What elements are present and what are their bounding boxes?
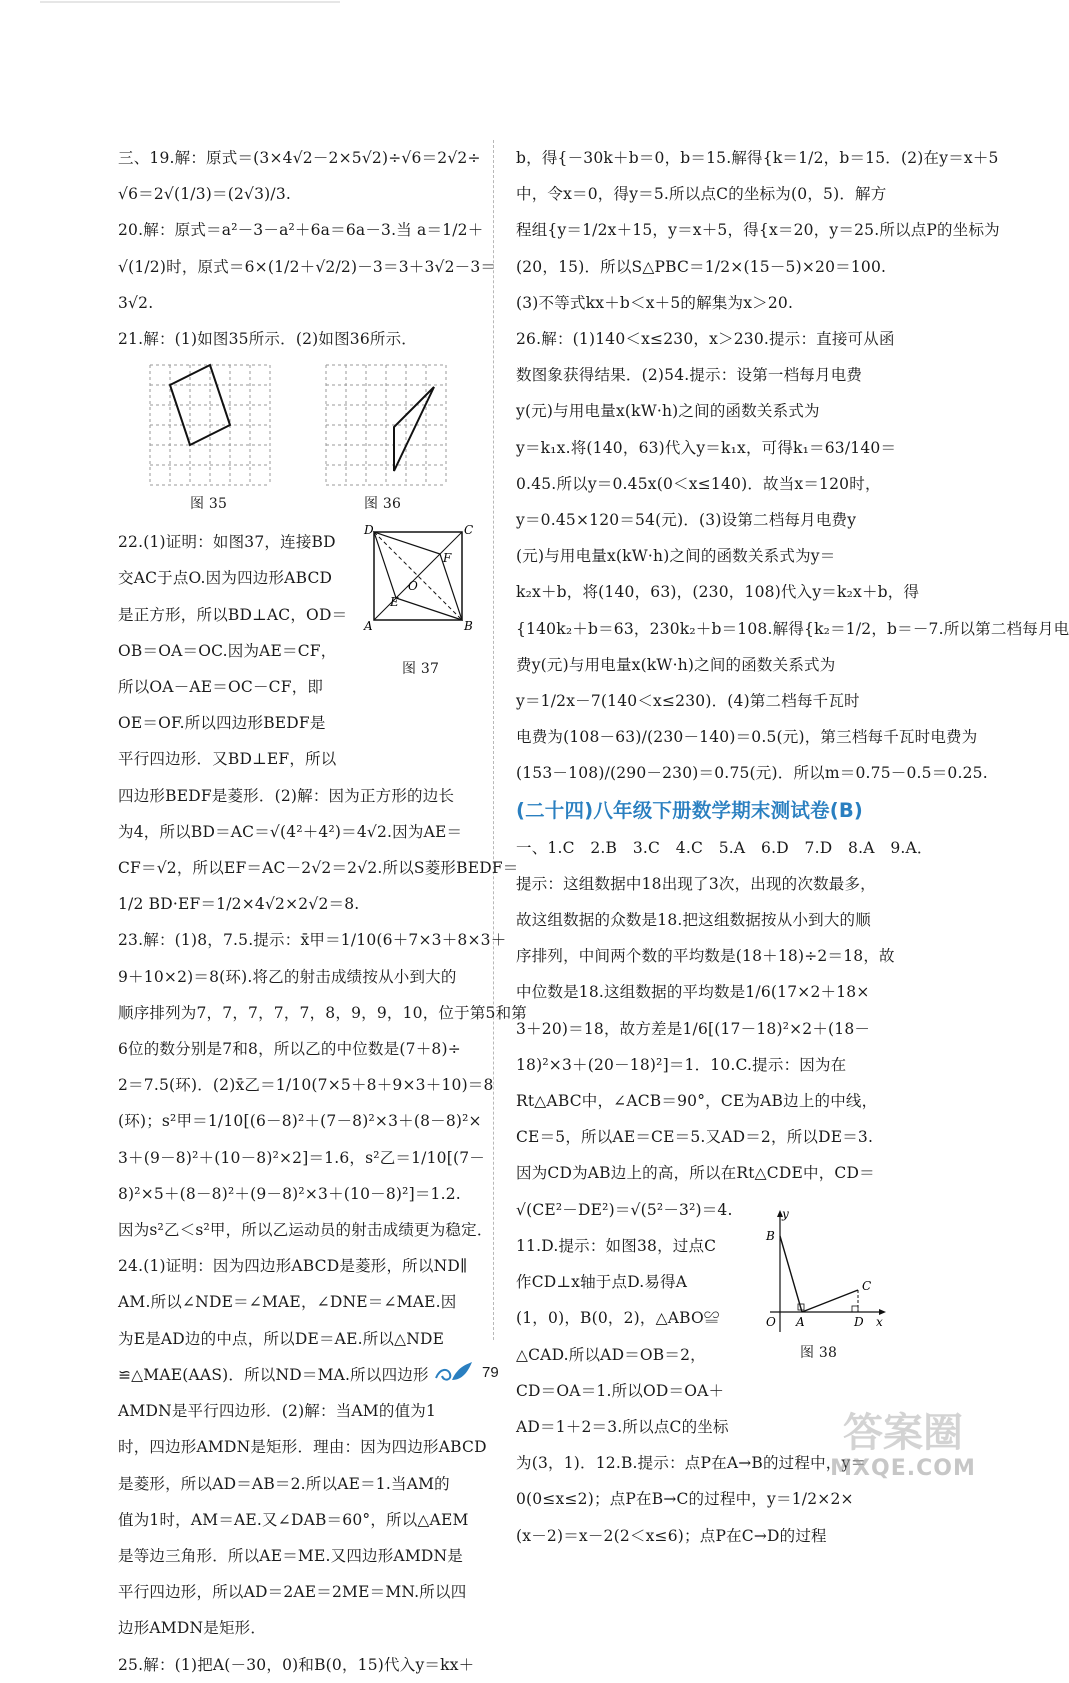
text-line: 是菱形，所以AD＝AB＝2.所以AE＝1.当AM的	[118, 1474, 450, 1493]
figure-38-caption: 图 38	[800, 1344, 838, 1361]
fig38-label-a: A	[796, 1314, 805, 1329]
fig38-label-o: O	[766, 1314, 777, 1329]
text-line: 25.解：(1)把A(－30，0)和B(0，15)代入y＝kx＋	[118, 1655, 475, 1674]
text-line: 6位的数分别是7和8，所以乙的中位数是(7＋8)÷	[118, 1040, 461, 1059]
leaf-ornament-icon	[432, 1360, 476, 1388]
watermark	[818, 1410, 988, 1488]
text-line: AM.所以∠NDE＝∠MAE，∠DNE＝∠MAE.因	[118, 1293, 457, 1312]
text-line: 是等边三角形．所以AE＝ME.又四边形AMDN是	[118, 1546, 463, 1565]
text-line: (x－2)＝x－2(2＜x≤6)；点P在C→D的过程	[516, 1526, 827, 1545]
text-line: OE＝OF.所以四边形BEDF是	[118, 714, 326, 733]
text-line: 边形AMDN是矩形．	[118, 1619, 267, 1638]
text-line: 故这组数据的众数是18.把这组数据按从小到大的顺	[516, 911, 871, 930]
scan-edge-mark	[40, 0, 340, 8]
text-line: 中，令x＝0，得y＝5.所以点C的坐标为(0，5)．解方	[516, 185, 887, 204]
text-line: 3＋20)＝18，故方差是1/6[(17－18)²×2＋(18－	[516, 1019, 871, 1038]
text-line: OB＝OA＝OC.因为AE＝CF，	[118, 641, 337, 660]
text-line: 交AC于点O.因为四边形ABCD	[118, 569, 333, 588]
text-line: 费y(元)与用电量x(kW·h)之间的函数关系式为	[516, 655, 836, 674]
fig38-label-y: y	[782, 1206, 789, 1221]
figure-35-grid	[150, 365, 270, 485]
text-line: 3√2.	[118, 293, 154, 312]
text-line: 2＝7.5(环)．(2)x̄乙＝1/10(7×5＋8＋9×3＋10)＝8	[118, 1076, 494, 1095]
text-line: 因为CD为AB边上的高，所以在Rt△CDE中，CD＝	[516, 1164, 875, 1183]
figure-38-diagram	[762, 1206, 888, 1338]
watermark-cn: 答案圈	[843, 1410, 963, 1456]
text-line: 电费为(108－63)/(230－140)＝0.5(元)，第三档每千瓦时电费为	[516, 728, 978, 747]
column-divider	[493, 140, 494, 1340]
text-line: k₂x＋b，将(140，63)，(230，108)代入y＝k₂x＋b，得	[516, 583, 920, 602]
text-line: 21.解：(1)如图35所示．(2)如图36所示．	[118, 330, 418, 349]
text-line: 作CD⊥x轴于点D.易得A	[516, 1273, 688, 1292]
text-line: 平行四边形，所以AD＝2AE＝2ME＝MN.所以四	[118, 1583, 467, 1602]
text-line: 三、19.解：原式＝(3×4√2－2×5√2)÷√6＝2√2÷	[118, 149, 481, 167]
fig37-label-f: F	[443, 551, 452, 566]
text-line: (20，15)．所以S△PBC＝1/2×(15－5)×20＝100.	[516, 257, 887, 276]
text-line: 序排列，中间两个数的平均数是(18＋18)÷2＝18，故	[516, 947, 895, 966]
figure-36-grid	[326, 365, 446, 485]
figure-37-caption: 图 37	[402, 661, 440, 678]
fig37-label-a: A	[364, 619, 373, 634]
text-line: 24.(1)证明：因为四边形ABCD是菱形，所以ND∥	[118, 1257, 468, 1276]
text-line: 因为s²乙＜s²甲，所以乙运动员的射击成绩更为稳定．	[118, 1221, 493, 1240]
text-line: CF＝√2，所以EF＝AC－2√2＝2√2.所以S菱形BEDF＝	[118, 859, 519, 878]
text-line: √(1/2)时，原式＝6×(1/2＋√2/2)－3＝3＋3√2－3＝	[118, 257, 497, 276]
text-line: 9＋10×2)＝8(环).将乙的射击成绩按从小到大的	[118, 967, 457, 986]
text-line: 提示：这组数据中18出现了3次，出现的次数最多，	[516, 874, 876, 893]
text-line: 为(3，1)．12.B.提示：点P在A→B的过程中，y＝	[516, 1454, 867, 1473]
page-number: 79	[482, 1364, 499, 1381]
text-line: 22.(1)证明：如图37，连接BD	[118, 533, 336, 552]
text-line: 值为1时，AM＝AE.又∠DAB＝60°，所以△AEM	[118, 1510, 469, 1529]
fig37-label-d: D	[364, 523, 374, 538]
text-line: √(CE²－DE²)＝√(5²－3²)＝4.	[516, 1200, 733, 1219]
text-line: 3＋(9－8)²＋(10－8)²×2]＝1.6，s²乙＝1/10[(7－	[118, 1148, 485, 1167]
text-line: 1/2 BD·EF＝1/2×4√2×2√2＝8.	[118, 895, 360, 914]
text-line: y＝k₁x.将(140，63)代入y＝k₁x，可得k₁＝63/140＝	[516, 438, 897, 457]
text-line: AMDN是平行四边形．(2)解：当AM的值为1	[118, 1402, 437, 1421]
watermark-en: MXQE.COM	[830, 1456, 976, 1481]
text-line: 8)²×5＋(8－8)²＋(9－8)²×3＋(10－8)²]＝1.2.	[118, 1184, 461, 1203]
text-line: 程组{y＝1/2x＋15，y＝x＋5，得{x＝20，y＝25.所以点P的坐标为	[516, 221, 1000, 240]
text-line: b，得{－30k＋b＝0，b＝15.解得{k＝1/2，b＝15．(2)在y＝x＋5	[516, 149, 999, 167]
figure-35-caption: 图 35	[190, 496, 228, 513]
section-title: (二十四)八年级下册数学期末测试卷(B)	[516, 798, 864, 822]
text-line: Rt△ABC中，∠ACB＝90°，CE为AB边上的中线，	[516, 1092, 878, 1111]
text-line: 一、1.C 2.B 3.C 4.C 5.A 6.D 7.D 8.A 9.A．	[516, 838, 933, 857]
text-line: △CAD.所以AD＝OB＝2，	[516, 1345, 706, 1364]
text-line: 11.D.提示：如图38，过点C	[516, 1236, 717, 1255]
figures-35-36	[118, 359, 478, 524]
fig38-label-c: C	[862, 1278, 872, 1293]
text-line: 平行四边形．又BD⊥EF，所以	[118, 750, 337, 769]
text-line: y(元)与用电量x(kW·h)之间的函数关系式为	[516, 402, 820, 421]
text-line: √6＝2√(1/3)＝(2√3)/3.	[118, 185, 292, 204]
fig38-label-x: x	[876, 1314, 883, 1329]
text-line: 为E是AD边的中点，所以DE＝AE.所以△NDE	[118, 1329, 445, 1348]
fig37-label-e: E	[390, 595, 399, 610]
text-line: 0(0≤x≤2)；点P在B→C的过程中，y＝1/2×2×	[516, 1490, 854, 1509]
text-line: 是正方形，所以BD⊥AC，OD＝	[118, 605, 348, 624]
text-line: 顺序排列为7，7，7，7，7，8，9，9，10，位于第5和第	[118, 1003, 527, 1022]
text-line: 0.45.所以y＝0.45x(0＜x≤140)．故当x＝120时，	[516, 474, 881, 493]
fig37-label-c: C	[464, 523, 474, 538]
fig38-label-b: B	[766, 1228, 776, 1243]
figure-36-caption: 图 36	[364, 496, 402, 513]
text-line: 为4，所以BD＝AC＝√(4²＋4²)＝4√2.因为AE＝	[118, 822, 463, 841]
text-line: 18)²×3＋(20－18)²]＝1．10.C.提示：因为在	[516, 1055, 847, 1074]
text-line: CD＝OA＝1.所以OD＝OA＋	[516, 1381, 725, 1400]
text-line: CE＝5，所以AE＝CE＝5.又AD＝2，所以DE＝3.	[516, 1128, 874, 1147]
text-line: y＝1/2x－7(140＜x≤230)．(4)第二档每千瓦时	[516, 692, 860, 711]
text-line: 时，四边形AMDN是矩形．理由：因为四边形ABCD	[118, 1438, 487, 1457]
fig37-label-b: B	[464, 619, 474, 634]
text-line: ≌△MAE(AAS)．所以ND＝MA.所以四边形	[118, 1365, 429, 1384]
text-line: 26.解：(1)140＜x≤230，x＞230.提示：直接可从函	[516, 330, 895, 349]
text-line: 所以OA－AE＝OC－CF，即	[118, 678, 324, 697]
fig37-label-o: O	[408, 579, 419, 594]
text-line: (1，0)，B(0，2)，△ABO≌	[516, 1309, 720, 1328]
text-line: 20.解：原式＝a²－3－a²＋6a＝6a－3.当 a＝1/2＋	[118, 221, 484, 240]
text-line: (153－108)/(290－230)＝0.75(元)．所以m＝0.75－0.5＝0.25.	[516, 764, 988, 783]
text-line: (3)不等式kx＋b＜x＋5的解集为x＞20.	[516, 293, 794, 312]
text-line: (环)；s²甲＝1/10[(6－8)²＋(7－8)²×3＋(8－8)²×	[118, 1112, 482, 1131]
text-line: 数图象获得结果．(2)54.提示：设第一档每月电费	[516, 366, 863, 385]
text-line: y＝0.45×120＝54(元)．(3)设第二档每月电费y	[516, 511, 857, 530]
text-line: AD＝1＋2＝3.所以点C的坐标	[516, 1417, 729, 1436]
text-line: 四边形BEDF是菱形．(2)解：因为正方形的边长	[118, 786, 455, 805]
text-line: {140k₂＋b＝63，230k₂＋b＝108.解得{k₂＝1/2，b＝－7.所以第二档每月电	[516, 619, 1069, 638]
fig38-label-d: D	[854, 1314, 864, 1329]
text-line: (元)与用电量x(kW·h)之间的函数关系式为y＝	[516, 547, 836, 566]
text-line: 中位数是18.这组数据的平均数是1/6(17×2＋18×	[516, 983, 870, 1002]
figure-37-diagram	[364, 524, 472, 648]
text-line: 23.解：(1)8，7.5.提示：x̄甲＝1/10(6＋7×3＋8×3＋	[118, 931, 507, 950]
